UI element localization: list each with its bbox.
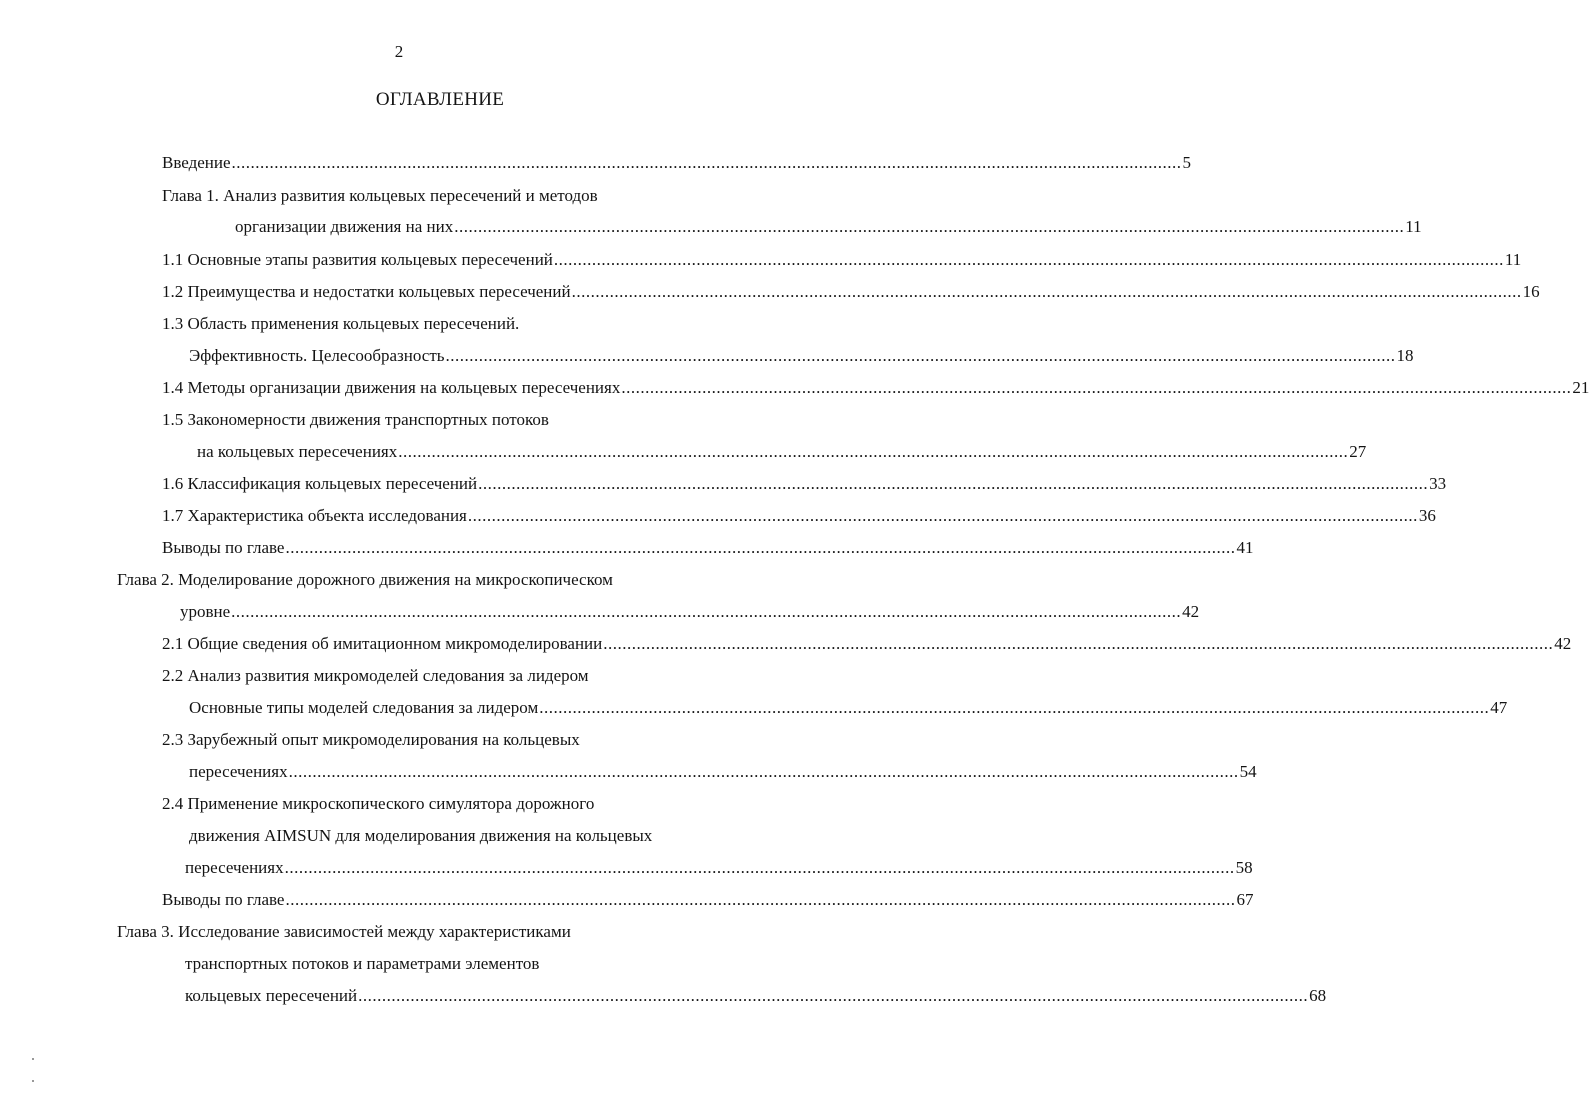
toc-entry[interactable] [117,569,613,591]
toc-entry-label: 2.4 Применение микроскопического симулятора дорожного [162,794,595,813]
toc-entry-label: 1.4 Методы организации движения на кольцевых пересечениях [162,378,621,397]
toc-entry[interactable] [189,697,1508,719]
toc-entry-label: транспортных потоков и параметрами элементов [185,954,540,973]
toc-entry-label: 2.3 Зарубежный опыт микромоделирования на кольцевых [162,730,580,749]
toc-entry-page: 47 [1490,698,1508,717]
toc-entry-page: 58 [1235,858,1253,877]
toc-entry[interactable] [162,281,1540,303]
dot-leader: ........................................................................................................................................................................................................ [478,474,1429,493]
toc-entry-page: 42 [1182,602,1200,621]
toc-entry[interactable] [162,152,1192,174]
dot-leader: ........................................................................................................................................................................................................ [285,538,1236,557]
page-number: 2 [394,42,404,61]
toc-entry-page: 41 [1236,538,1254,557]
dot-leader: ........................................................................................................................................................................................................ [467,506,1418,525]
toc-entry[interactable] [162,665,589,687]
toc-entry-page: 5 [1182,153,1192,172]
toc-entry-label: Основные типы моделей следования за лидером [189,698,539,717]
toc-entry-label: пересечениях [189,762,288,781]
toc-entry-page: 27 [1349,442,1367,461]
dot-leader: ........................................................................................................................................................................................................ [539,698,1490,717]
toc-entry[interactable] [162,377,1589,399]
toc-entry-label: Глава 1. Анализ развития кольцевых пересечений и методов [162,186,598,205]
toc-entry[interactable] [162,889,1254,911]
dot-leader: ........................................................................................................................................................................................................ [553,250,1504,269]
dot-leader: ........................................................................................................................................................................................................ [358,986,1309,1005]
toc-entry[interactable] [189,345,1414,367]
toc-entry-label: Введение [162,153,231,172]
toc-entry[interactable] [162,185,598,207]
toc-entry-label: Глава 3. Исследование зависимостей между характеристиками [117,922,571,941]
toc-entry-page: 33 [1429,474,1447,493]
toc-entry[interactable] [185,985,1327,1007]
toc-entry-page: 54 [1239,762,1257,781]
toc-entry[interactable] [162,313,519,335]
toc-entry[interactable] [197,441,1367,463]
dot-leader: ........................................................................................................................................................................................................ [284,858,1235,877]
toc-entry[interactable] [162,537,1254,559]
toc-entry-label: пересечениях [185,858,284,877]
toc-title: ОГЛАВЛЕНИЕ [375,89,505,110]
scan-speck [32,1058,34,1060]
dot-leader: ........................................................................................................................................................................................................ [621,378,1572,397]
dot-leader: ........................................................................................................................................................................................................ [231,602,1182,621]
dot-leader: ........................................................................................................................................................................................................ [285,890,1236,909]
dot-leader: ........................................................................................................................................................................................................ [571,282,1522,301]
toc-entry[interactable] [162,729,580,751]
toc-entry-label: 2.1 Общие сведения об имитационном микромоделировании [162,634,603,653]
toc-entry-page: 36 [1418,506,1436,525]
toc-entry[interactable] [235,216,1422,238]
toc-entry-page: 42 [1554,634,1572,653]
toc-entry[interactable] [180,601,1200,623]
toc-entry-page: 11 [1504,250,1522,269]
toc-entry-label: 1.1 Основные этапы развития кольцевых пересечений [162,250,553,269]
toc-entry-label: 2.2 Анализ развития микромоделей следования за лидером [162,666,589,685]
toc-entry-label: движения AIMSUN для моделирования движения на кольцевых [189,826,653,845]
toc-entry[interactable] [162,793,594,815]
toc-entry-page: 11 [1405,217,1422,236]
toc-entry-page: 68 [1309,986,1327,1005]
toc-entry-label: организации движения на них [235,217,454,236]
toc-entry-label: 1.7 Характеристика объекта исследования [162,506,467,525]
toc-entry[interactable] [117,921,571,943]
toc-entry-label: 1.2 Преимущества и недостатки кольцевых пересечений [162,282,571,301]
toc-entry[interactable] [185,857,1253,879]
toc-entry[interactable] [162,249,1522,271]
toc-entry[interactable] [189,761,1257,783]
toc-entry[interactable] [185,953,539,975]
toc-entry[interactable] [189,825,652,847]
toc-entry-label: Глава 2. Моделирование дорожного движения на микроскопическом [117,570,613,589]
toc-entry-label: Выводы по главе [162,538,285,557]
toc-entry-label: уровне [180,602,231,621]
toc-entry[interactable] [162,409,549,431]
toc-entry[interactable] [162,505,1436,527]
toc-entry-label: кольцевых пересечений [185,986,358,1005]
toc-entry-label: 1.5 Закономерности движения транспортных потоков [162,410,549,429]
toc-entry-label: Выводы по главе [162,890,285,909]
toc-entry-label: на кольцевых пересечениях [197,442,398,461]
dot-leader: ........................................................................................................................................................................................................ [603,634,1554,653]
dot-leader: ........................................................................................................................................................................................................ [288,762,1239,781]
toc-entry-page: 16 [1522,282,1540,301]
toc-entry-page: 67 [1236,890,1254,909]
toc-entry-label: 1.3 Область применения кольцевых пересечений. [162,314,520,333]
toc-entry-page: 21 [1572,378,1589,397]
dot-leader: ........................................................................................................................................................................................................ [445,346,1396,365]
toc-entry[interactable] [162,633,1572,655]
dot-leader: ........................................................................................................................................................................................................ [398,442,1349,461]
dot-leader: ........................................................................................................................................................................................................ [231,153,1182,172]
toc-entry[interactable] [162,473,1447,495]
toc-entry-label: 1.6 Классификация кольцевых пересечений [162,474,478,493]
toc-entry-page: 18 [1396,346,1414,365]
scan-speck [32,1080,34,1082]
toc-entry-label: Эффективность. Целесообразность [189,346,445,365]
dot-leader: ........................................................................................................................................................................................................ [454,217,1405,236]
